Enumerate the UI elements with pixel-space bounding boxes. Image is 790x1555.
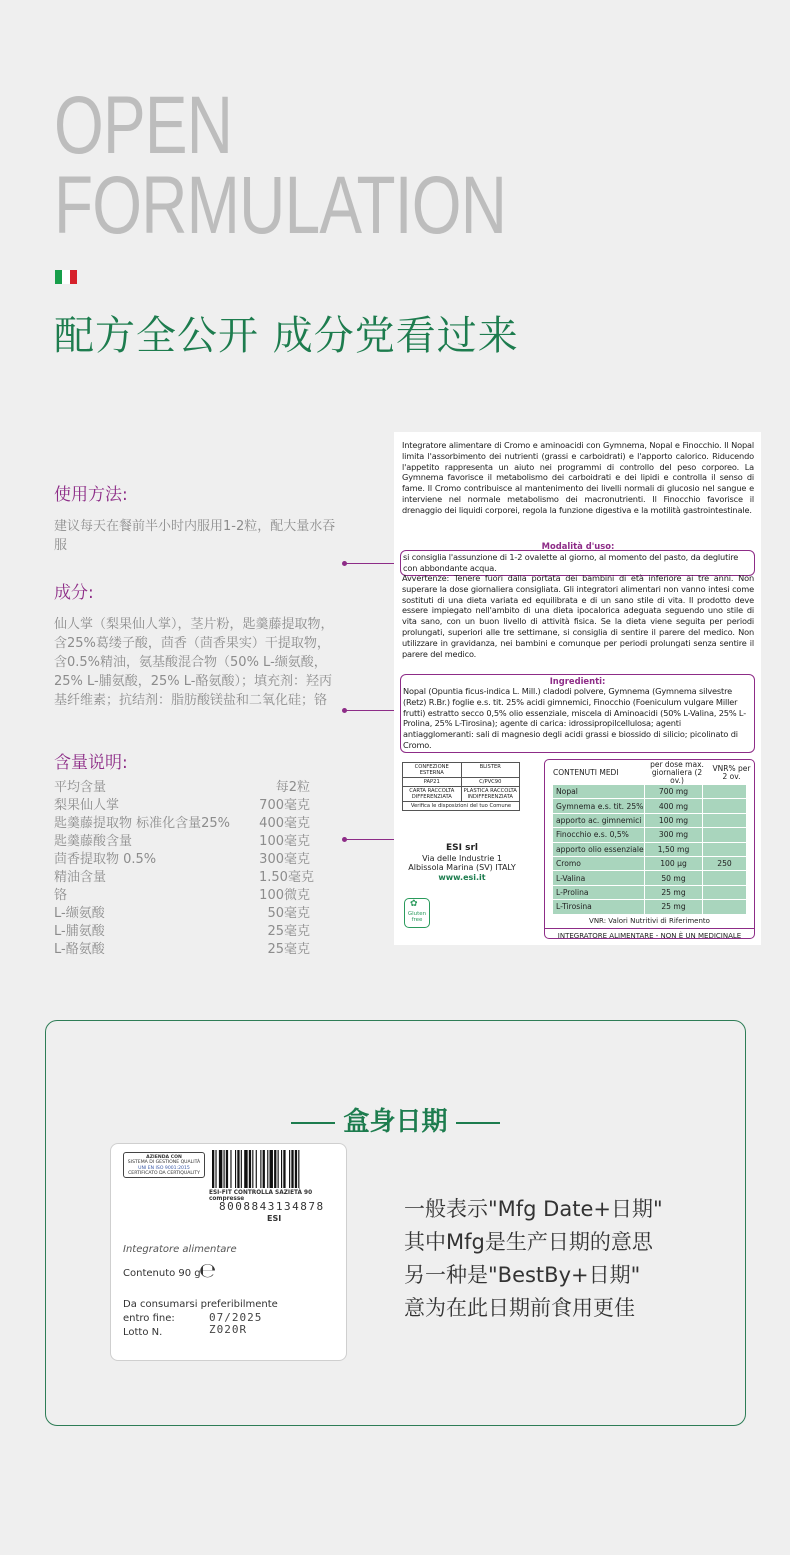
packaging-table <box>402 762 520 811</box>
nutrient-amount: 700 mg <box>645 785 703 798</box>
gluten-free-text: Gluten free <box>407 911 427 923</box>
cert-line: CERTIFICATO DA CERTIQUALITY <box>128 1171 200 1177</box>
packaging-cell: PAP21 <box>423 779 440 785</box>
nutrient-name: L-Tirosina <box>553 900 645 913</box>
nutrient-amount: 100 μg <box>645 857 703 870</box>
explanation-line: 一般表示"Mfg Date+日期" <box>404 1197 663 1221</box>
label-warnings: Avvertenze: Tenere fuori dalla portata dei bambini di età inferiore ai tre anni. Non superare la dose giornaliera consigliata. Gli integratori alimentari non vanno intesi come sostituti di una dieta variata ed equilibrata e di un sano stile di vita. Il prodotto deve essere impiegato nell'ambito di una dieta ipocalorica adeguata seguendo uno stile di vita sano, con un buon livello di attività fisica. Se la dieta viene seguita per periodi prolungati, superiori alle tre settimane, si consiglia di sentire il parere del medico. Non utilizzare in gravidanza, nei bambini e comunque per periodi prolungati senza sentire il parere del medico. <box>402 573 754 659</box>
manufacturer-address-2: Albissola Marina (SV) ITALY <box>408 863 516 872</box>
barcode-bar <box>224 1150 225 1188</box>
packaging-row <box>403 778 519 787</box>
barcode-icon <box>211 1150 337 1188</box>
table-row <box>54 794 334 812</box>
expiry-values <box>209 1312 262 1336</box>
barcode-bar <box>267 1150 268 1188</box>
barcode-bar <box>289 1150 290 1188</box>
expiry-date: 07/2025 <box>209 1311 263 1324</box>
nutrient-vnr: 250 <box>717 859 732 869</box>
italy-flag-icon <box>55 270 77 284</box>
manufacturer <box>402 844 522 882</box>
content-title: 含量说明: <box>54 753 128 773</box>
barcode-bar <box>256 1150 257 1188</box>
barcode-number: 8008843134878 <box>219 1200 325 1213</box>
explanation-line: 其中Mfg是生产日期的意思 <box>404 1230 653 1254</box>
table-row <box>553 843 746 857</box>
content-table <box>54 776 334 956</box>
flag-green-stripe <box>55 270 62 284</box>
barcode-bar <box>249 1150 251 1188</box>
headline-line-2: FORMULATION <box>54 160 507 251</box>
packaging-cell: C/PVC90 <box>461 778 520 786</box>
headline <box>54 80 654 251</box>
row-value: 50毫克 <box>267 905 310 921</box>
table-row <box>553 799 746 813</box>
barcode-bar <box>219 1150 222 1188</box>
ingredients-section <box>54 578 339 710</box>
cert-line: AZIENDA CON <box>146 1155 182 1160</box>
nutrient-name: Gymnema e.s. tit. 25% <box>553 799 645 812</box>
row-name: L-脯氨酸 <box>54 923 105 939</box>
cert-line: UNI EN ISO 9001:2015 <box>138 1165 190 1171</box>
brand-name: ESI <box>267 1214 282 1223</box>
nutrient-amount: 100 mg <box>645 814 703 827</box>
nutrition-header <box>545 760 754 785</box>
subtitle: 配方全公开 成分党看过来 <box>54 313 519 359</box>
row-name: 匙羹藤酸含量 <box>54 833 133 849</box>
row-name: L-酪氨酸 <box>54 941 105 957</box>
packaging-row <box>403 787 519 802</box>
barcode-bar <box>274 1150 276 1188</box>
packaging-cell: CARTA RACCOLTA DIFFERENZIATA <box>409 788 455 800</box>
barcode-bar <box>278 1150 279 1188</box>
table-row <box>553 814 746 828</box>
barcode-bar <box>212 1150 214 1188</box>
nutrition-header-col1: CONTENUTI MEDI <box>553 767 619 777</box>
label-ingredients-text: Nopal (Opuntia ficus-indica L. Mill.) cladodi polvere, Gymnema (Gymnema silvestre (Retz) R.Br.) foglie e.s. tit. 25% acidi gimnemici, Finocchio (Foeniculum vulgare Miller frutti) estratto secco 0,5% olio essenziale, miscela di Aminoacidi (50% L-Valina, 25% L-Prolina, 25% L-Tirosina); agente di carica: idrossipropilcellulosa; agenti antiagglomeranti: sali di magnesio degli acidi grassi e biossido di silicio; picolinato di Cromo. <box>403 686 746 750</box>
label-ingredients-head: Ingredienti: <box>549 676 606 686</box>
title-dash-right <box>456 1122 500 1124</box>
table-row <box>553 828 746 842</box>
lot-number: Z020R <box>209 1323 248 1336</box>
table-row <box>553 871 746 885</box>
table-row <box>54 902 334 920</box>
row-name: 梨果仙人掌 <box>54 797 120 813</box>
row-value: 400毫克 <box>259 815 310 831</box>
barcode-bar <box>263 1150 265 1188</box>
title-dash-left <box>291 1122 335 1124</box>
leader-line-usage <box>345 563 401 564</box>
barcode-bar <box>241 1150 242 1188</box>
net-content: Contenuto 90 g <box>123 1268 201 1279</box>
barcode-bar <box>252 1150 253 1188</box>
label-intro: Integratore alimentare di Cromo e aminoacidi con Gymnema, Nopal e Finocchio. Il Nopal limita l'assorbimento dei nutrienti (grassi e carboidrati) e l'apporto calorico. Riducendo l'appetito rappresenta un aiuto nei programmi di controllo del peso corporeo. La Gymnema favorisce il metabolismo dei carboidrati e dei lipidi e controlla il senso di fame. Il Cromo contribuisce al mantenimento dei livelli normali di glucosio nel sangue e interviene nel normale metabolismo dei macronutrienti. Il Finocchio favorisce il drenaggio dei liquidi corporei, regola la funzione digestiva e la motilità gastrointestinale. <box>402 440 754 515</box>
table-row <box>553 900 746 914</box>
row-name: L-缬氨酸 <box>54 905 105 921</box>
certification-badge <box>123 1152 205 1178</box>
content-section <box>54 748 339 773</box>
barcode-bar <box>270 1150 273 1188</box>
best-before-label: Da consumarsi preferibilmente <box>123 1299 278 1310</box>
barcode-bar <box>244 1150 247 1188</box>
barcode-bar <box>235 1150 236 1188</box>
explanation-line: 另一种是"BestBy+日期" <box>404 1263 641 1287</box>
row-value: 25毫克 <box>267 941 310 957</box>
table-row <box>54 938 334 956</box>
barcode-bar <box>230 1150 231 1188</box>
nutrient-name: L-Prolina <box>553 886 645 899</box>
nutrient-amount: 400 mg <box>645 799 703 812</box>
table-row <box>553 857 746 871</box>
row-value: 100毫克 <box>259 833 310 849</box>
cert-line: SISTEMA DI GESTIONE QUALITÀ <box>127 1160 201 1166</box>
nutrient-amount: 1,50 mg <box>645 843 703 856</box>
row-name: 平均含量 <box>54 779 107 795</box>
explanation-line: 意为在此日期前食用更佳 <box>404 1296 635 1320</box>
barcode-bar <box>260 1150 261 1188</box>
row-value: 25毫克 <box>267 923 310 939</box>
table-row <box>54 884 334 902</box>
nutrition-header-col3: VNR% per 2 ov. <box>712 763 751 781</box>
nutrition-disclaimer: INTEGRATORE ALIMENTARE - NON È UN MEDICINALE <box>545 928 754 939</box>
label-ingredients-box <box>400 674 755 753</box>
nutrient-name: apporto ac. gimnemici <box>553 814 645 827</box>
table-row <box>54 866 334 884</box>
row-name: 铬 <box>54 887 68 903</box>
nutrient-amount: 300 mg <box>645 828 703 841</box>
nutrient-amount: 25 mg <box>645 886 703 899</box>
packaging-cell: Verifica le disposizioni del tuo Comune <box>410 803 512 809</box>
product-type: Integratore alimentare <box>123 1244 237 1255</box>
gluten-free-icon <box>404 898 430 928</box>
nutrient-name: L-Valina <box>553 871 645 884</box>
row-name: 匙羹藤提取物 标准化含量25% <box>54 815 231 831</box>
packaging-cell: CONFEZIONE ESTERNA <box>414 764 449 776</box>
nutrient-amount: 50 mg <box>645 871 703 884</box>
packaging-row <box>403 763 519 778</box>
table-row <box>54 776 334 794</box>
table-row <box>54 848 334 866</box>
leader-line-ingredients <box>345 710 401 711</box>
label-usage-head: Modalità d'uso: <box>541 541 615 551</box>
label-usage-box <box>400 550 755 576</box>
headline-line-1: OPEN <box>54 80 233 171</box>
usage-text: 建议每天在餐前半小时内服用1-2粒，配大量水吞服 <box>54 519 336 553</box>
row-name: 精油含量 <box>54 869 107 885</box>
manufacturer-name: ESI srl <box>446 843 478 853</box>
usage-title: 使用方法: <box>54 485 128 505</box>
nutrition-rows <box>553 785 746 915</box>
wheat-icon: ✿ <box>410 899 418 909</box>
manufacturer-address-1: Via delle Industrie 1 <box>422 853 502 863</box>
date-ticket <box>110 1143 347 1361</box>
table-row <box>54 920 334 938</box>
date-section <box>45 1020 746 1426</box>
barcode-bar <box>237 1150 239 1188</box>
label-usage-text: si consiglia l'assunzione di 1-2 ovalette al giorno, al momento del pasto, da deglutire con abbondante acqua. <box>403 552 739 573</box>
barcode-bar <box>291 1150 293 1188</box>
barcode-bar <box>283 1150 285 1188</box>
nutrient-amount: 25 mg <box>645 900 703 913</box>
lot-label: Lotto N. <box>123 1327 163 1338</box>
nutrition-footnote: VNR: Valori Nutritivi di Riferimento <box>589 916 710 925</box>
product-code: ESI-FIT CONTROLLA SAZIETÀ 90 compresse <box>209 1190 313 1202</box>
date-title-text: 盒身日期 <box>343 1107 448 1137</box>
nutrient-name: Cromo <box>553 857 645 870</box>
row-value: 1.50毫克 <box>259 869 314 885</box>
table-row <box>553 785 746 799</box>
ingredients-text: 仙人掌（梨果仙人掌），茎片粉，匙羹藤提取物，含25%葛缕子酸，茴香（茴香果实）干提取物，含0.5%精油，氨基酸混合物（50% L-缬氨酸，25% L-脯氨酸，25% L-酪氨酸）；填充剂：羟丙基纤维素；抗结剂：脂肪酸镁盐和二氧化硅；铬 <box>54 617 334 708</box>
barcode-bar <box>226 1150 228 1188</box>
ingredients-title: 成分: <box>54 583 94 603</box>
packaging-cell: PLASTICA RACCOLTA INDIFFERENZIATA <box>461 787 520 801</box>
date-explanation <box>404 1193 663 1325</box>
row-value: 100微克 <box>259 887 310 903</box>
barcode-bar <box>298 1150 299 1188</box>
packaging-row <box>403 802 519 810</box>
nutrient-name: Nopal <box>553 785 645 798</box>
manufacturer-url: www.esi.it <box>438 872 486 882</box>
nutrient-name: apporto olio essenziale <box>553 843 645 856</box>
nutrition-table <box>544 759 755 939</box>
table-row <box>54 830 334 848</box>
date-section-title <box>46 1101 745 1138</box>
usage-section <box>54 480 339 555</box>
table-row <box>54 812 334 830</box>
row-value: 700毫克 <box>259 797 310 813</box>
flag-white-stripe <box>62 270 69 284</box>
barcode-bar <box>215 1150 216 1188</box>
barcode-bar <box>281 1150 282 1188</box>
table-row <box>553 886 746 900</box>
estimated-sign-icon: ℮ <box>199 1258 217 1282</box>
barcode-bar <box>295 1150 297 1188</box>
row-value: 每2粒 <box>275 779 310 795</box>
nutrient-name: Finocchio e.s. 0,5% <box>553 828 645 841</box>
flag-red-stripe <box>70 270 77 284</box>
nutrition-header-col2: per dose max. giornaliera (2 ov.) <box>650 759 704 785</box>
entro-fine-label: entro fine: <box>123 1313 175 1324</box>
packaging-cell: BLISTER <box>461 763 520 777</box>
product-label <box>394 432 761 945</box>
row-name: 茴香提取物 0.5% <box>54 851 157 867</box>
row-value: 300毫克 <box>259 851 310 867</box>
